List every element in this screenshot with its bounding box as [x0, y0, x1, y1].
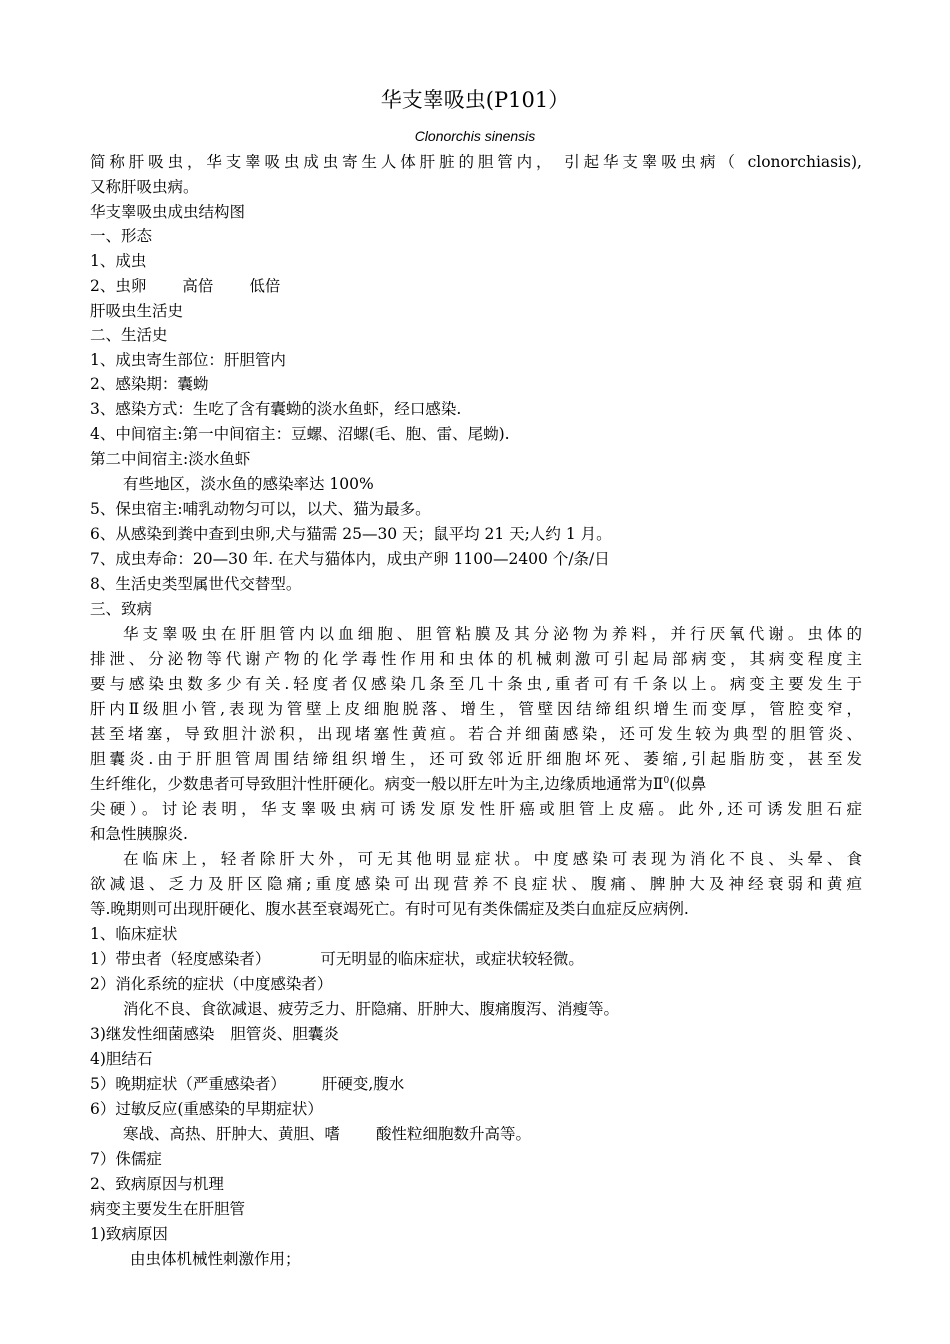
pathogenesis-paragraph-line: 肝内Ⅱ级胆小管,表现为管壁上皮细胞脱落、增生，管壁因结缔组织增生而变厚，管腔变窄，	[90, 700, 862, 718]
cause-heading: 1)致病原因	[90, 1225, 168, 1243]
pathogenesis-paragraph-line: 和急性胰腺炎.	[90, 825, 188, 843]
symptom-item: 2）消化系统的症状（中度感染者）	[90, 975, 333, 993]
egg-label: 2、虫卵	[90, 277, 147, 295]
symptom-item: 4)胆结石	[90, 1050, 153, 1068]
life-cycle-item: 1、成虫寄生部位：肝胆管内	[90, 351, 286, 369]
life-cycle-item: 6、从感染到粪中查到虫卵,犬与猫需 25—30 天；鼠平均 21 天;人约 1 月。	[90, 525, 612, 543]
life-cycle-item: 8、生活史类型属世代交替型。	[90, 575, 302, 593]
symptom-item	[90, 1072, 404, 1097]
low-power-label: 低倍	[249, 277, 281, 295]
symptom-text: 可无明显的临床症状，或症状较轻微。	[320, 950, 584, 968]
symptom-text: 酸性粒细胞数升高等。	[376, 1125, 532, 1143]
clinical-paragraph-line: 在临床上，轻者除肝大外，可无其他明显症状。中度感染可表现为消化不良、头晕、食	[123, 850, 862, 868]
section-heading-life-cycle: 二、生活史	[90, 326, 168, 344]
life-cycle-item: 2、感染期：囊蚴	[90, 375, 209, 393]
life-cycle-item: 4、中间宿主:第一中间宿主：豆螺、沼螺(毛、胞、雷、尾蚴).	[90, 425, 510, 443]
pathogenesis-paragraph-line: 胆囊炎.由于肝胆管周围结缔组织增生，还可致邻近肝细胞坏死、萎缩,引起脂肪变，甚至发	[90, 750, 862, 768]
pathogenesis-paragraph-line: 要与感染虫数多少有关.轻度者仅感染几条至几十条虫,重者可有千条以上。病变主要发生于	[90, 675, 862, 693]
pathogenesis-text: 生纤维化，少数患者可导致胆汁性肝硬化。病变一般以肝左叶为主,边缘质地通常为Ⅱ	[90, 775, 664, 793]
pathogenesis-paragraph-line: 排泄、分泌物等代谢产物的化学毒性作用和虫体的机械刺激可引起局部病变，其病变程度主	[90, 650, 862, 668]
subheading-clinical-symptoms: 1、临床症状	[90, 925, 178, 943]
symptom-detail: 消化不良、食欲减退、疲劳乏力、肝隐痛、肝肿大、腹痛腹泻、消瘦等。	[123, 1000, 620, 1018]
grade-superscript: 0	[663, 775, 670, 786]
clinical-paragraph-line: 等.晚期则可出现肝硬化、腹水甚至衰竭死亡。有时可见有类侏儒症及类白血症反应病例.	[90, 900, 689, 918]
symptom-item	[90, 1022, 339, 1047]
life-cycle-caption: 肝吸虫生活史	[90, 302, 184, 320]
symptom-text: 肝硬变,腹水	[321, 1075, 405, 1093]
pathogenesis-paragraph-line: 尖硬）。讨论表明，华支睾吸虫病可诱发原发性肝癌或胆管上皮癌。此外,还可诱发胆石症	[90, 800, 862, 818]
symptom-label: 3)继发性细菌感染	[90, 1025, 215, 1043]
symptom-item	[90, 947, 584, 972]
cause-item: 由虫体机械性刺激作用；	[130, 1250, 301, 1268]
section-heading-pathogenesis: 三、致病	[90, 600, 153, 618]
clinical-paragraph-line: 欲减退、乏力及肝区隐痛;重度感染可出现营养不良症状、腹痛、脾肿大及神经衰弱和黄疸	[90, 875, 862, 893]
intro-line: 简称肝吸虫，华支睾吸虫成虫寄生人体肝脏的胆管内， 引起华支睾吸虫病（ clonorchiasis),	[90, 153, 862, 171]
life-cycle-item: 5、保虫宿主:哺乳动物匀可以，以犬、猫为最多。	[90, 500, 431, 518]
document-title: 华支睾吸虫(P101）	[380, 88, 570, 112]
pathogenesis-paragraph-line: 华支睾吸虫在肝胆管内以血细胞、胆管粘膜及其分泌物为养料，并行厌氧代谢。虫体的	[123, 625, 862, 643]
pathogenesis-paragraph-line: 甚至堵塞，导致胆汁淤积，出现堵塞性黄疸。若合并细菌感染，还可发生较为典型的胆管炎、	[90, 725, 862, 743]
figure-caption: 华支睾吸虫成虫结构图	[90, 203, 246, 221]
life-cycle-item: 3、感染方式：生吃了含有囊蚴的淡水鱼虾，经口感染.	[90, 400, 462, 418]
symptom-text: 胆管炎、胆囊炎	[230, 1025, 339, 1043]
symptom-item: 6）过敏反应(重感染的早期症状）	[90, 1100, 323, 1118]
symptom-label: 5）晚期症状（严重感染者）	[90, 1075, 286, 1093]
pathogenesis-paragraph-line	[90, 772, 706, 797]
morphology-item-egg	[90, 274, 280, 299]
morphology-item-adult: 1、成虫	[90, 252, 147, 270]
mechanism-note: 病变主要发生在肝胆管	[90, 1200, 246, 1218]
life-cycle-item: 有些地区，淡水鱼的感染率达 100%	[123, 475, 374, 493]
symptom-detail	[90, 1122, 531, 1147]
symptom-item: 7）侏儒症	[90, 1150, 162, 1168]
pathogenesis-text-tail: (似鼻	[669, 775, 707, 793]
subheading-pathogenic-mechanism: 2、致病原因与机理	[90, 1175, 224, 1193]
latin-name: Clonorchis sinensis	[414, 128, 536, 144]
symptom-label: 1）带虫者（轻度感染者）	[90, 950, 271, 968]
symptom-text: 寒战、高热、肝肿大、黄胆、嗜	[123, 1125, 341, 1143]
high-power-label: 高倍	[182, 277, 214, 295]
intro-line: 又称肝吸虫病。	[90, 178, 199, 196]
section-heading-morphology: 一、形态	[90, 227, 153, 245]
life-cycle-item: 7、成虫寿命：20—30 年. 在犬与猫体内，成虫产卵 1100—2400 个/条/日	[90, 550, 610, 568]
life-cycle-item: 第二中间宿主:淡水鱼虾	[90, 450, 251, 468]
